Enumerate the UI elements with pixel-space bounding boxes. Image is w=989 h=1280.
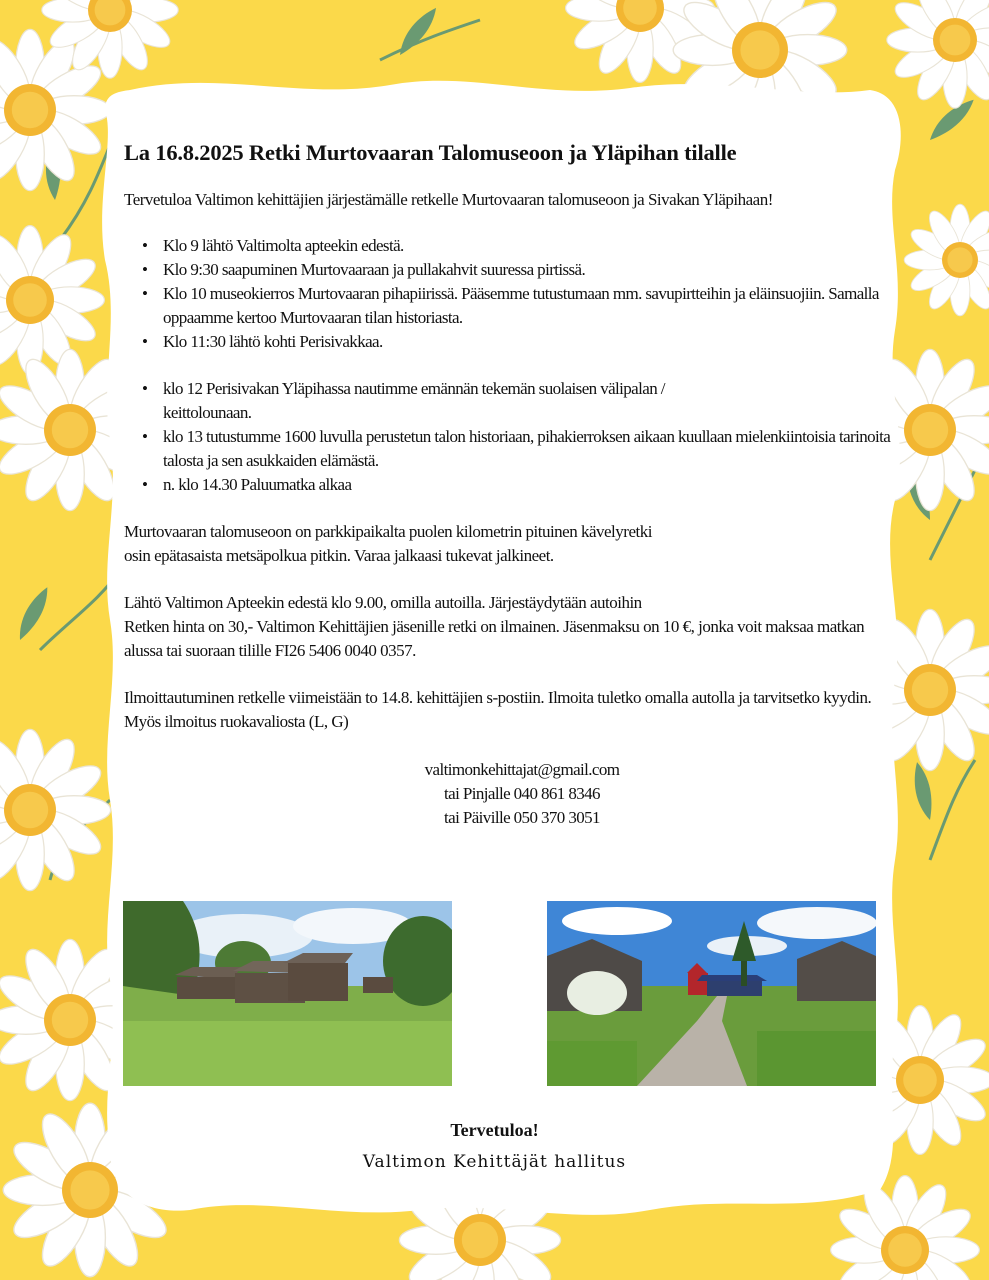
event-title: La 16.8.2025 Retki Murtovaaran Talomuseoon ja Yläpihan tilalle xyxy=(124,140,737,165)
departure-info: Lähtö Valtimon Apteekin edestä klo 9.00, omilla autoilla. Järjestäydytään autoihin Retken hinta on 30,- Valtimon Kehittäjien jäsenille retki on ilmainen. Jäsenmaksu on 10 €, jonka voit maksaa matkan alussa tai suoraan tilille FI26 5406 0040 0357. xyxy=(124,593,865,660)
bullet-icon: • xyxy=(142,427,148,446)
signature-text: Valtimon Kehittäjät hallitus xyxy=(362,1152,627,1172)
intro-text: Tervetuloa Valtimon kehittäjien järjestämälle retkelle Murtovaaran talomuseoon ja Sivakan Yläpihaan! xyxy=(124,190,773,209)
schedule-item: • klo 13 tutustumme 1600 luvulla perustetun talon historiaan, pihakierroksen aikaan kuullaan mielenkiintoisia tarinoita talosta ja sen asukkaiden elämästä. xyxy=(142,427,891,470)
schedule-item: • n. klo 14.30 Paluumatka alkaa xyxy=(124,473,892,497)
bullet-icon: • xyxy=(142,284,148,303)
schedule-list-afternoon xyxy=(124,377,892,497)
bullet-icon: • xyxy=(142,332,148,351)
schedule-item: • Klo 11:30 lähtö kohti Perisivakkaa. xyxy=(124,330,892,354)
contact-phone-paivi: tai Päiville 050 370 3051 xyxy=(444,808,600,827)
contact-phone-pinja: tai Pinjalle 040 861 8346 xyxy=(444,784,600,803)
schedule-list-morning xyxy=(124,234,892,354)
walk-info: Murtovaaran talomuseoon on parkkipaikalta puolen kilometrin pituinen kävelyretki osin epätasaista metsäpolkua pitkin. Varaa jalkaasi tukevat jalkineet. xyxy=(124,522,652,565)
bullet-icon: • xyxy=(142,260,148,279)
welcome-text: Tervetuloa! xyxy=(450,1120,539,1140)
registration-info: Ilmoittautuminen retkelle viimeistään to 14.8. kehittäjien s-postiin. Ilmoita tuletko omalla autolla ja tarvitsetko kyydin. Myös ilmoitus ruokavaliosta (L, G) xyxy=(124,688,872,731)
contact-block xyxy=(124,758,892,830)
schedule-item: • Klo 9 lähtö Valtimolta apteekin edestä. xyxy=(124,234,892,258)
bullet-icon: • xyxy=(142,379,148,398)
bullet-icon: • xyxy=(142,236,148,255)
schedule-item: • klo 12 Perisivakan Yläpihassa nautimme emännän tekemän suolaisen välipalan / keittolounaan. xyxy=(142,379,665,422)
ylapiha-photo xyxy=(547,901,876,1086)
schedule-item: • Klo 9:30 saapuminen Murtovaaraan ja pullakahvit suuressa pirtissä. xyxy=(124,258,892,282)
museum-photo xyxy=(123,901,452,1086)
schedule-item: • Klo 10 museokierros Murtovaaran pihapiirissä. Pääsemme tutustumaan mm. savupirtteihin ja eläinsuojiin. Samalla oppaamme kertoo Murtovaaran tilan historiasta. xyxy=(142,284,879,327)
flyer-content xyxy=(124,140,892,830)
contact-email[interactable]: valtimonkehittajat@gmail.com xyxy=(424,760,620,779)
bullet-icon: • xyxy=(142,475,148,494)
